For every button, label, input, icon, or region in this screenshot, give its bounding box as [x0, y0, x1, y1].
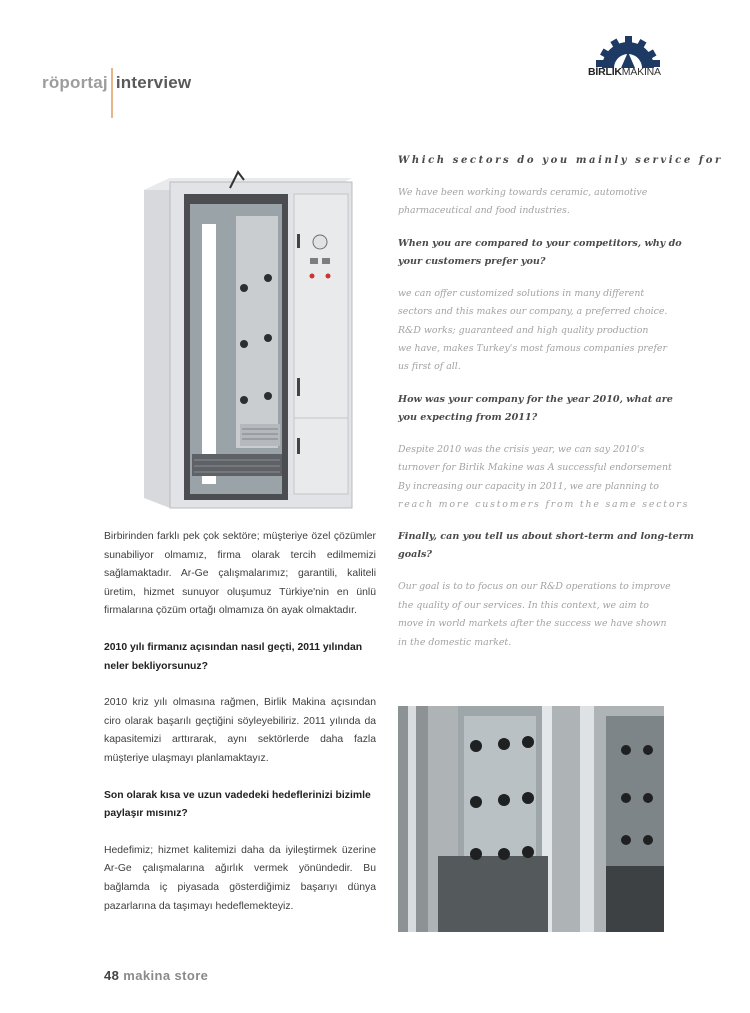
english-question-2-line-1: When you are compared to your competitors, why do	[398, 237, 682, 249]
air-shower-interior-photo	[398, 706, 664, 932]
english-answer-4-line-2: the quality of our services. In this context, we aim to	[398, 599, 649, 611]
english-answer-3-line-3: By increasing our capacity in 2011, we are planning to	[398, 480, 659, 492]
english-question-3-line-1: How was your company for the year 2010, what are	[398, 393, 673, 405]
english-answer-2-line-2: sectors and this makes our company, a preferred choice.	[398, 306, 668, 318]
logo-wordmark	[588, 66, 678, 78]
english-question-3-line-2: you expecting from 2011?	[398, 411, 538, 423]
english-answer-2-line-3: R&D works; guaranteed and high quality production	[398, 324, 649, 336]
turkish-question-2: 2010 yılı firmanız açısından nasıl geçti, 2011 yılından neler bekliyorsunuz?	[104, 641, 363, 672]
page-footer	[104, 968, 208, 983]
section-header	[42, 38, 192, 92]
page-number: 48	[104, 968, 120, 983]
english-answer-2-line-1: we can offer customized solutions in many different	[398, 287, 645, 299]
english-column	[398, 152, 723, 652]
english-question-2-line-2: your customers prefer you?	[398, 255, 546, 267]
air-shower-photo	[140, 168, 355, 514]
turkish-answer-2: 2010 kriz yılı olmasına rağmen, Birlik Makina açısından ciro olarak başarılı geçtiğini söyleyebiliriz. 2011 yılında da kapasitemizi arttırarak, aynı sektörlerde daha fazla müşteriye ulaşmayı planlamaktayız.	[104, 697, 376, 764]
logo-thin-text: MAKİNA	[621, 66, 661, 78]
english-question-1: Which sectors do you mainly service for	[398, 155, 723, 166]
english-question-4-line-2: goals?	[398, 549, 432, 561]
magazine-name: makina store	[123, 968, 209, 983]
turkish-answer-3: Hedefimiz; hizmet kalitemizi daha da iyileştirmek üzerine Ar-Ge çalışmalarına ağırlık vermek yönündedir. Bu bağlamda iç piyasada gösterdiğimiz başarıyı dünya pazarlarına da taşımayı hedeflemekteyiz.	[104, 844, 376, 912]
logo-bold-text: BİRLİK	[588, 66, 622, 78]
english-answer-2-line-4: we have, makes Turkey's most famous companies prefer	[398, 343, 667, 355]
english-answer-3-line-1: Despite 2010 was the crisis year, we can say 2010's	[398, 443, 645, 455]
english-question-4-line-1: Finally, can you tell us about short-term and long-term	[398, 531, 694, 543]
section-label-tr: röportaj	[42, 73, 108, 92]
english-answer-3-line-2: turnover for Birlik Makine was A successful endorsement	[398, 462, 672, 474]
turkish-column	[104, 528, 376, 916]
header-divider	[111, 68, 113, 118]
english-answer-1-line-2: pharmaceutical and food industries.	[398, 205, 570, 217]
english-answer-4-line-1: Our goal is to to focus on our R&D operations to improve	[398, 581, 671, 593]
english-answer-3-line-4: reach more customers from the same sectors	[398, 499, 690, 511]
turkish-question-3: Son olarak kısa ve uzun vadedeki hedeflerinizi bizimle paylaşır mısınız?	[104, 789, 371, 820]
english-answer-2-line-5: us first of all.	[398, 361, 461, 373]
english-answer-4-line-4: in the domestic market.	[398, 636, 512, 648]
turkish-answer-1: Birbirinden farklı pek çok sektöre; müşteriye özel çözümler sunabiliyor olmamız, firma olarak tercih edilmemizi sağlamaktadır. Ar-Ge çalışmalarımız; garantili, kaliteli üretim, hizmet sunuyor oluşumuz Türkiye'nin en ünlü firmalarına çözüm ortağı olmamıza ön ayak olmaktadır.	[104, 531, 376, 617]
section-label-en: interview	[115, 73, 192, 92]
english-answer-1-line-1: We have been working towards ceramic, automotive	[398, 187, 648, 198]
english-answer-4-line-3: move in world markets after the success we have shown	[398, 618, 667, 630]
